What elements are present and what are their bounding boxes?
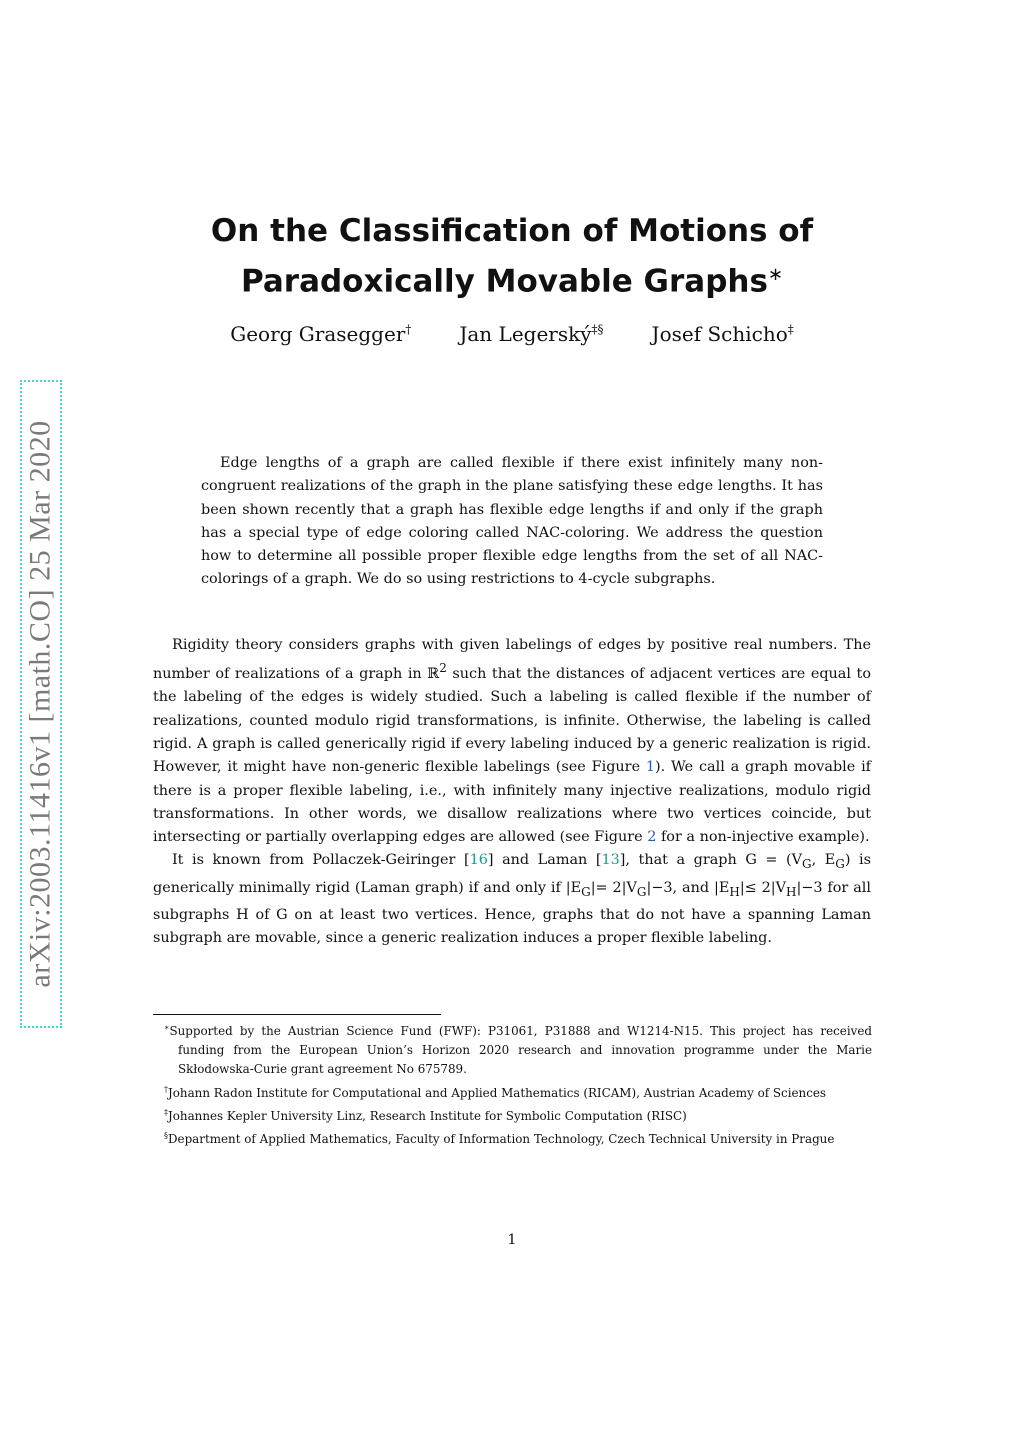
- author-name: Jan Legerský: [459, 322, 592, 346]
- author-affiliation-mark: ‡: [787, 322, 794, 337]
- footnote-mark: ‡: [164, 1107, 168, 1117]
- author: [230, 322, 411, 346]
- page-number: 1: [507, 1232, 517, 1248]
- text-span: |−3 for all subgraphs H of G on at least two vertices. Hence, graphs that do not have a spanning Laman subgraph are movable, since a generic realization induces a proper flexible labeling.: [153, 879, 871, 947]
- text-span: ] and Laman [: [487, 852, 602, 869]
- author-name: Georg Grasegger: [230, 322, 406, 346]
- text-span: |= 2|V: [590, 879, 637, 896]
- footnote-divider: [153, 1014, 441, 1015]
- abstract-text: Edge lengths of a graph are called flexible if there exist infinitely many non-congruent realizations of the graph in the plane satisfying these edge lengths. It has been shown recently that a graph has flexible edge lengths if and only if the graph has a special type of edge coloring called NAC-coloring. We address the question how to determine all possible proper flexible edge lengths from the set of all NAC-colorings of a graph. We do so using restrictions to 4-cycle subgraphs.: [201, 455, 823, 588]
- paper-title: [150, 210, 874, 303]
- title-footnote-mark: ∗: [767, 264, 784, 285]
- text-span: Rigidity theory considers graphs with given labelings of edges by positive real numbers. The number of realizations of a graph in ℝ: [153, 637, 871, 683]
- footnote-text: Johann Radon Institute for Computational and Applied Mathematics (RICAM), Austrian Academy of Sciences: [168, 1085, 827, 1100]
- footnote: [160, 1103, 872, 1126]
- text-span: |≤ 2|V: [739, 879, 787, 896]
- author-affiliation-mark: †: [405, 322, 412, 337]
- author-name: Josef Schicho: [651, 322, 788, 346]
- text-span: for a non-injective example).: [656, 829, 870, 846]
- paragraph: [153, 849, 871, 950]
- text-span: ], that a graph G = (V: [619, 852, 803, 869]
- title-line-2: [150, 253, 874, 303]
- figure-1-link[interactable]: 1: [645, 759, 656, 776]
- text-span: ). We call a graph movable if there is a proper flexible labeling, i.e., with infinitely many injective realizations, modulo rigid transformations. In other words, we disallow realizations where two vertices coincide, but intersecting or partially overlapping edges are allowed (see Figure: [153, 759, 871, 846]
- text-span: |−3, and |E: [646, 879, 730, 896]
- abstract: [201, 452, 823, 592]
- text-span: ) is generically minimally rigid (Laman graph) if and only if |E: [153, 852, 871, 896]
- citation-16-link[interactable]: 16: [469, 852, 488, 869]
- arxiv-identifier-stamp: [20, 380, 62, 1028]
- author-list: [150, 322, 874, 346]
- footnote-mark: §: [164, 1130, 168, 1140]
- author: [459, 322, 603, 346]
- text-span: It is known from Pollaczek-Geiringer [: [172, 852, 470, 869]
- citation-13-link[interactable]: 13: [601, 852, 620, 869]
- footnote: [160, 1126, 872, 1149]
- footnote-mark: †: [164, 1084, 168, 1094]
- footnote: [160, 1018, 872, 1080]
- text-span: , E: [811, 852, 836, 869]
- text-span: such that the distances of adjacent vertices are equal to the labeling of the edges is widely studied. Such a labeling is called flexible if the number of realizations, counted modulo rigid transformations, is infinite. Otherwise, the labeling is called rigid. A graph is called generically rigid if every labeling induced by a generic realization is rigid. However, it might have non-generic flexible labelings (see Figure: [153, 666, 871, 776]
- footnote-text: Supported by the Austrian Science Fund (FWF): P31061, P31888 and W1214-N15. This project has received funding from the European Union’s Horizon 2020 research and innovation programme under the Marie Skłodowska-Curie grant agreement No 675789.: [169, 1023, 872, 1077]
- subscript: G: [802, 857, 812, 872]
- introduction: [153, 634, 871, 950]
- arxiv-identifier: arXiv:2003.11416v1 [math.CO] 25 Mar 2020: [24, 420, 57, 988]
- subscript: G: [835, 857, 845, 872]
- subscript: G: [581, 884, 591, 899]
- subscript: H: [786, 884, 797, 899]
- superscript: 2: [439, 661, 447, 676]
- footnote: [160, 1080, 872, 1103]
- footnote-mark: ∗: [164, 1023, 170, 1032]
- author-affiliation-mark: ‡§: [591, 322, 604, 337]
- footnote-text: Johannes Kepler University Linz, Research Institute for Symbolic Computation (RISC): [168, 1108, 687, 1123]
- footnotes: [160, 1018, 872, 1149]
- subscript: H: [729, 884, 740, 899]
- figure-2-link[interactable]: 2: [647, 829, 657, 846]
- title-line-2-text: Paradoxically Movable Graphs: [240, 263, 768, 300]
- paragraph: [153, 634, 871, 849]
- title-line-1: On the Classification of Motions of: [210, 213, 814, 249]
- author: [652, 322, 794, 346]
- footnote-text: Department of Applied Mathematics, Faculty of Information Technology, Czech Technical University in Prague: [168, 1131, 835, 1146]
- subscript: G: [636, 884, 647, 899]
